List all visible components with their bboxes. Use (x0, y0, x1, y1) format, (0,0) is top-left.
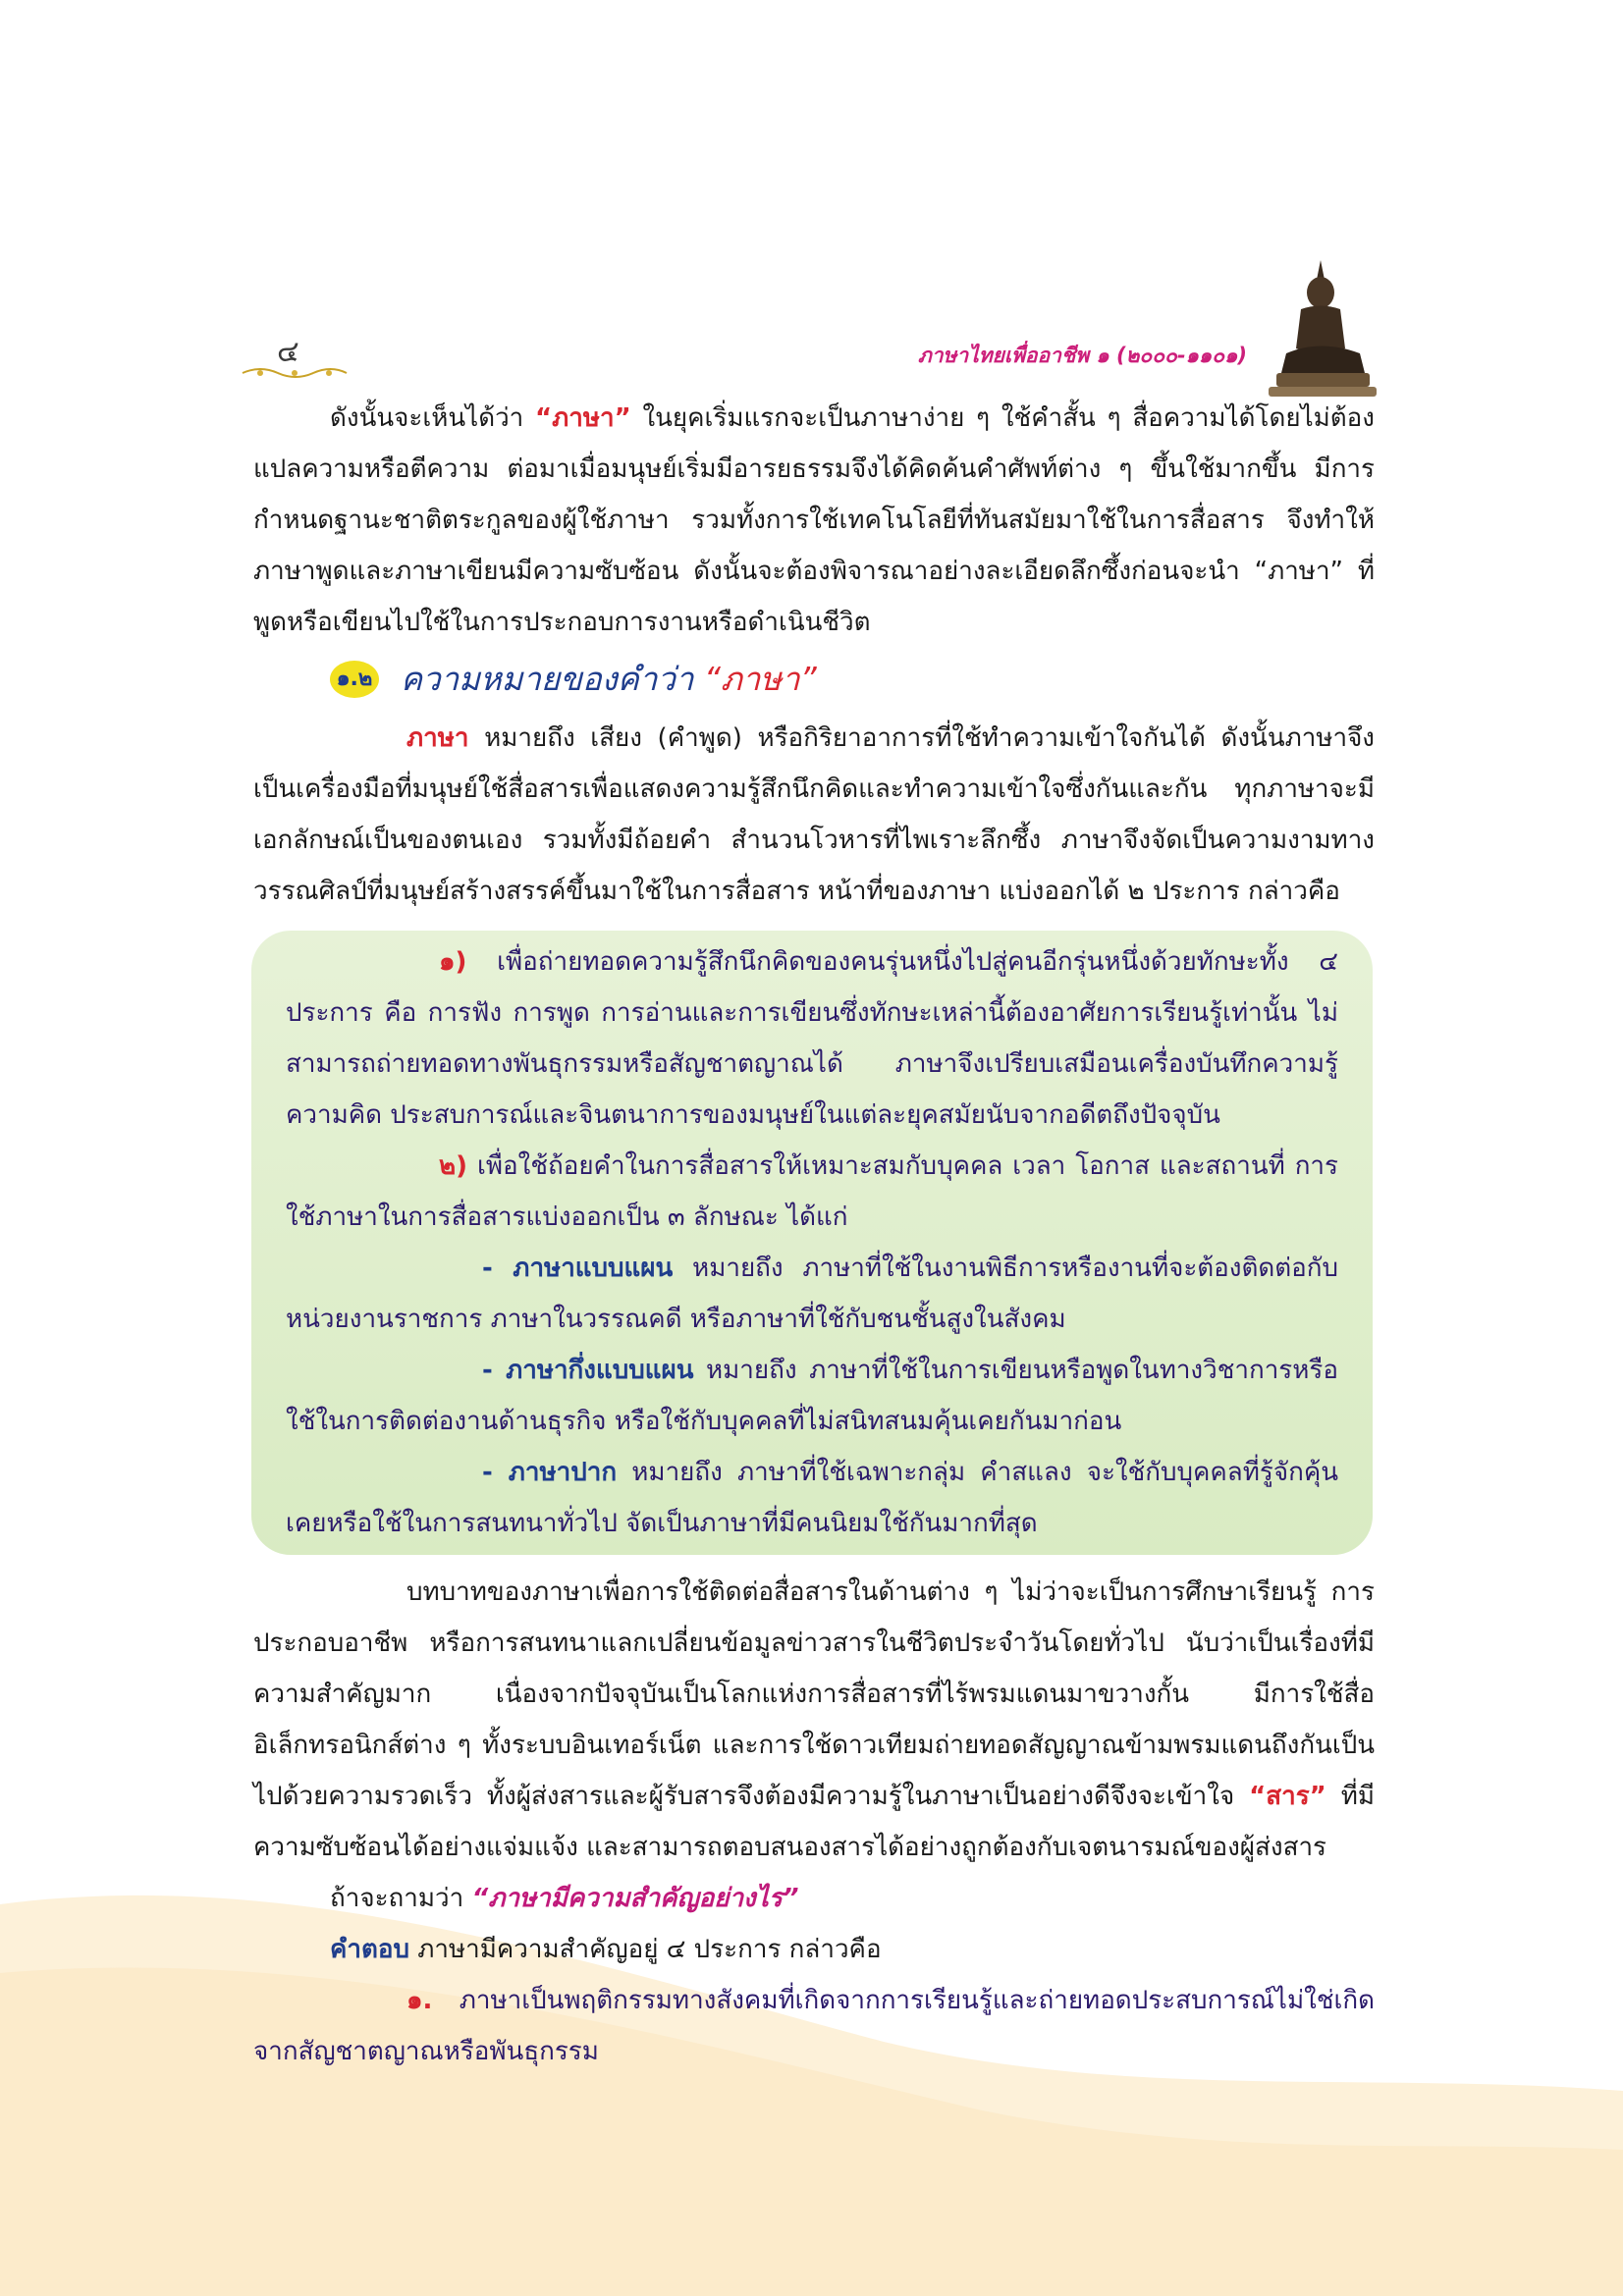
section-title: ความหมายของคำว่า “ภาษา” (401, 660, 817, 698)
ornament-divider (241, 365, 349, 381)
paragraph-role: บทบาทของภาษาเพื่อการใช้ติดต่อสื่อสารในด้านต่าง ๆ ไม่ว่าจะเป็นการศึกษาเรียนรู้ การประกอบอาชีพ หรือการสนทนาแลกเปลี่ยนข้อมูลข่าวสารในชีวิตประจำวันโดยทั่วไป นับว่าเป็นเรื่องที่มีความสำคัญมาก เนื่องจากปัจจุบันเป็นโลกแห่งการสื่อสารที่ไร้พรมแดนมาขวางกั้น มีการใช้สื่ออิเล็กทรอนิกส์ต่าง ๆ ทั้งระบบอินเทอร์เน็ต และการใช้ดาวเทียมถ่ายทอดสัญญาณข้ามพรมแดนถึงกันเป็นไปด้วยความรวดเร็ว ทั้งผู้ส่งสารและผู้รับสารจึงต้องมีความรู้ในภาษาเป็นอย่างดีจึงจะเข้าใจ “สาร” ที่มีความซับซ้อนได้อย่างแจ่มแจ้ง และสามารถตอบสนองสารได้อย่างถูกต้องกับเจตนารมณ์ของผู้ส่งสาร (253, 1577, 1375, 1862)
term-san: “สาร” (1249, 1782, 1326, 1811)
language-type-formal: - ภาษาแบบแผน หมายถึง ภาษาที่ใช้ในงานพิธีการหรืองานที่จะต้องติดต่อกับหน่วยงานราชการ ภาษาในวรรณคดี หรือภาษาที่ใช้กับชนชั้นสูงในสังคม (286, 1254, 1338, 1334)
term-phasa: “ภาษา” (535, 403, 631, 433)
language-type-semiformal: - ภาษากึ่งแบบแผน หมายถึง ภาษาที่ใช้ในการเขียนหรือพูดในทางวิชาการหรือใช้ในการติดต่องานด้านธุรกิจ หรือใช้กับบุคคลที่ไม่สนิทสนมคุ้นเคยกันมาก่อน (286, 1356, 1338, 1436)
page-number: ๔ (277, 335, 299, 369)
term-phasa-definition: ภาษา (406, 723, 469, 753)
paragraph-intro: ดังนั้นจะเห็นได้ว่า “ภาษา” ในยุคเริ่มแรกจะเป็นภาษาง่าย ๆ ใช้คำสั้น ๆ สื่อความได้โดยไม่ต้องแปลความหรือตีความ ต่อมาเมื่อมนุษย์เริ่มมีอารยธรรมจึงได้คิดค้นคำศัพท์ต่าง ๆ ขึ้นใช้มากขึ้น มีการกำหนดฐานะชาติตระกูลของผู้ใช้ภาษา รวมทั้งการใช้เทคโนโลยีที่ทันสมัยมาใช้ในการสื่อสาร จึงทำให้ภาษาพูดและภาษาเขียนมีความซับซ้อน ดังนั้นจะต้องพิจารณาอย่างละเอียดลึกซึ้งก่อนจะนำ “ภาษา” ที่พูดหรือเขียนไปใช้ในการประกอบการงานหรือดำเนินชีวิต (253, 403, 1375, 637)
buddha-statue-image (1247, 255, 1394, 402)
question-text: “ภาษามีความสำคัญอย่างไร” (471, 1884, 799, 1913)
importance-point-1: ๑. ภาษาเป็นพฤติกรรมทางสังคมที่เกิดจากการเรียนรู้และถ่ายทอดประสบการณ์ไม่ใช่เกิดจากสัญชาตญาณหรือพันธุกรรม (253, 1986, 1375, 2066)
function-item-2: ๒) เพื่อใช้ถ้อยคำในการสื่อสารให้เหมาะสมกับบุคคล เวลา โอกาส และสถานที่ การใช้ภาษาในการสื่อสารแบ่งออกเป็น ๓ ลักษณะ ได้แก่ (286, 1151, 1338, 1232)
answer-label: คำตอบ (330, 1935, 409, 1964)
language-type-colloquial: - ภาษาปาก หมายถึง ภาษาที่ใช้เฉพาะกลุ่ม คำสแลง จะใช้กับบุคคลที่รู้จักคุ้นเคยหรือใช้ในการสนทนาทั่วไป จัดเป็นภาษาที่มีคนนิยมใช้กันมากที่สุด (286, 1458, 1338, 1538)
running-title: ภาษาไทยเพื่ออาชีพ ๑ (๒๐๐๐-๑๑๐๑) (917, 344, 1247, 367)
functions-box (251, 931, 1373, 1555)
page-content (253, 393, 1375, 2077)
question-line: ถ้าจะถามว่า “ภาษามีความสำคัญอย่างไร” (330, 1884, 799, 1913)
section-heading (330, 650, 1375, 709)
function-item-1: ๑) เพื่อถ่ายทอดความรู้สึกนึกคิดของคนรุ่นหนึ่งไปสู่คนอีกรุ่นหนึ่งด้วยทักษะทั้ง ๔ ประการ คือ การฟัง การพูด การอ่านและการเขียนซึ่งทักษะเหล่านี้ต้องอาศัยการเรียนรู้เท่านั้น ไม่สามารถถ่ายทอดทางพันธุกรรมหรือสัญชาตญาณได้ ภาษาจึงเปรียบเสมือนเครื่องบันทึกความรู้ความคิด ประสบการณ์และจินตนาการของมนุษย์ในแต่ละยุคสมัยนับจากอดีตถึงปัจจุบัน (286, 947, 1338, 1130)
answer-line: คำตอบ ภาษามีความสำคัญอยู่ ๔ ประการ กล่าวคือ (330, 1935, 882, 1964)
paragraph-definition: ภาษา หมายถึง เสียง (คำพูด) หรือกิริยาอาการที่ใช้ทำความเข้าใจกันได้ ดังนั้นภาษาจึงเป็นเครื่องมือที่มนุษย์ใช้สื่อสารเพื่อแสดงความรู้สึกนึกคิดและทำความเข้าใจซึ่งกันและกัน ทุกภาษาจะมีเอกลักษณ์เป็นของตนเอง รวมทั้งมีถ้อยคำ สำนวนโวหารที่ไพเราะลึกซึ้ง ภาษาจึงจัดเป็นความงามทางวรรณศิลป์ที่มนุษย์สร้างสรรค์ขึ้นมาใช้ในการสื่อสาร หน้าที่ของภาษา แบ่งออกได้ ๒ ประการ กล่าวคือ (253, 723, 1375, 906)
section-number-badge: ๑.๒ (330, 661, 379, 698)
